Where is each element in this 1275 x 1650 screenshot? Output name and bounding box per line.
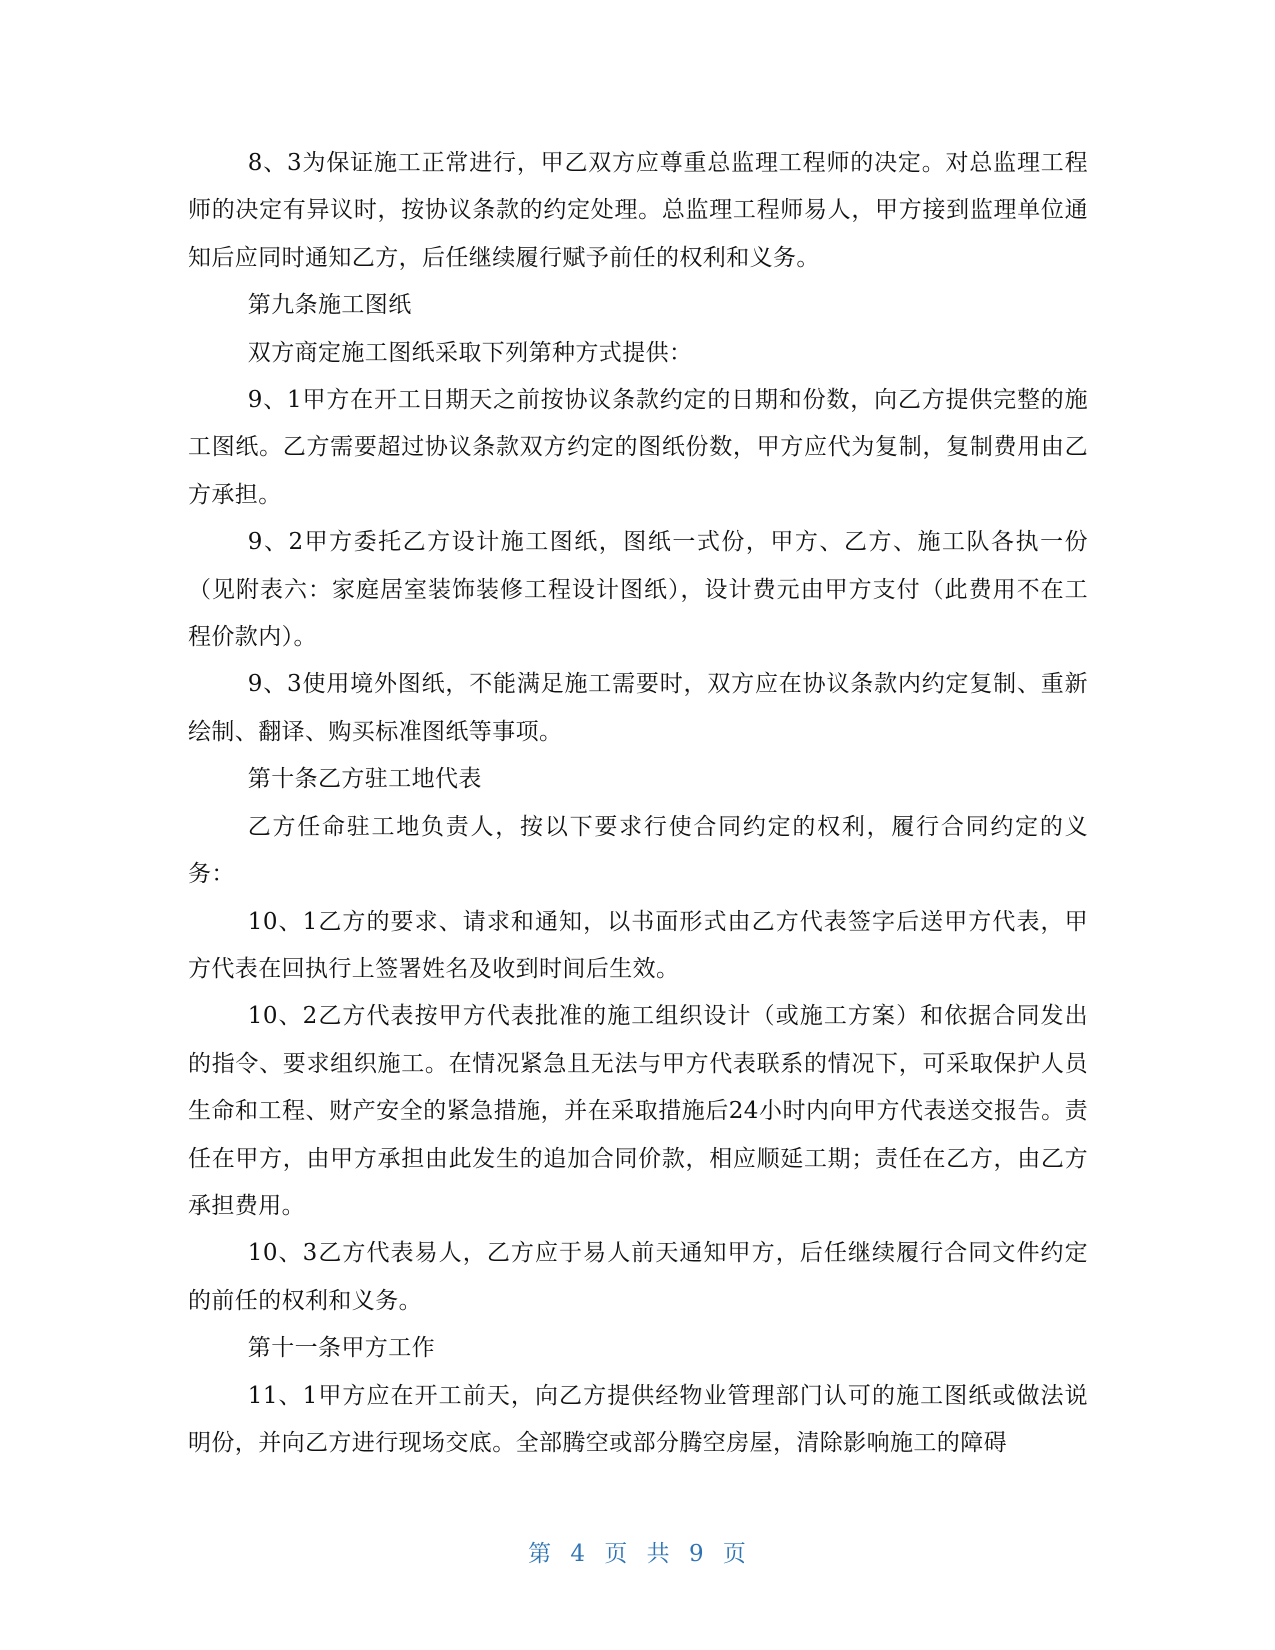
heading-article-9: 第九条施工图纸 <box>247 292 412 319</box>
footer-total-suffix: 页 <box>722 1541 747 1567</box>
paragraph-10-2: 10、2乙方代表按甲方代表批准的施工组织设计（或施工方案）和依据合同发出的指令、要求组织施工。在情况紧急且无法与甲方代表联系的情况下，可采取保护人员生命和工程、财产安全的紧急措施，并在采取措施后24小时内向甲方代表送交报告。责任在甲方，由甲方承担由此发生的追加合同价款，相应顺延工期；责任在乙方，由乙方承担费用。 <box>188 1003 1088 1219</box>
paragraph-8-3: 8、3为保证施工正常进行，甲乙双方应尊重总监理工程师的决定。对总监理工程师的决定有异议时，按协议条款的约定处理。总监理工程师易人，甲方接到监理单位通知后应同时通知乙方，后任继续履行赋予前任的权利和义务。 <box>188 150 1088 271</box>
heading-article-10: 第十条乙方驻工地代表 <box>247 766 482 793</box>
footer-total-pages: 9 <box>688 1541 705 1567</box>
page-footer <box>0 1535 1275 1568</box>
heading-article-11: 第十一条甲方工作 <box>247 1335 435 1362</box>
paragraph-drawing-method: 双方商定施工图纸采取下列第种方式提供： <box>247 339 693 366</box>
footer-page-prefix: 第 <box>528 1541 553 1567</box>
paragraph-10-1: 10、1乙方的要求、请求和通知，以书面形式由乙方代表签字后送甲方代表，甲方代表在回执行上签署姓名及收到时间后生效。 <box>188 908 1088 982</box>
footer-page-suffix: 页 <box>604 1541 629 1567</box>
paragraph-9-3: 9、3使用境外图纸，不能满足施工需要时，双方应在协议条款内约定复制、重新绘制、翻译、购买标准图纸等事项。 <box>188 671 1088 745</box>
document-body <box>188 140 1088 1467</box>
footer-total-prefix: 共 <box>646 1541 671 1567</box>
paragraph-9-1: 9、1甲方在开工日期天之前按协议条款约定的日期和份数，向乙方提供完整的施工图纸。乙方需要超过协议条款双方约定的图纸份数，甲方应代为复制，复制费用由乙方承担。 <box>188 387 1088 508</box>
paragraph-site-representative: 乙方任命驻工地负责人，按以下要求行使合同约定的权利，履行合同约定的义务： <box>188 813 1088 888</box>
paragraph-9-2: 9、2甲方委托乙方设计施工图纸，图纸一式份，甲方、乙方、施工队各执一份（见附表六：家庭居室装饰装修工程设计图纸），设计费元由甲方支付（此费用不在工程价款内）。 <box>188 529 1088 651</box>
paragraph-10-3: 10、3乙方代表易人，乙方应于易人前天通知甲方，后任继续履行合同文件约定的前任的权利和义务。 <box>188 1240 1088 1314</box>
paragraph-11-1: 11、1甲方应在开工前天，向乙方提供经物业管理部门认可的施工图纸或做法说明份，并向乙方进行现场交底。全部腾空或部分腾空房屋，清除影响施工的障碍 <box>188 1382 1088 1456</box>
footer-page-number: 4 <box>570 1541 587 1567</box>
